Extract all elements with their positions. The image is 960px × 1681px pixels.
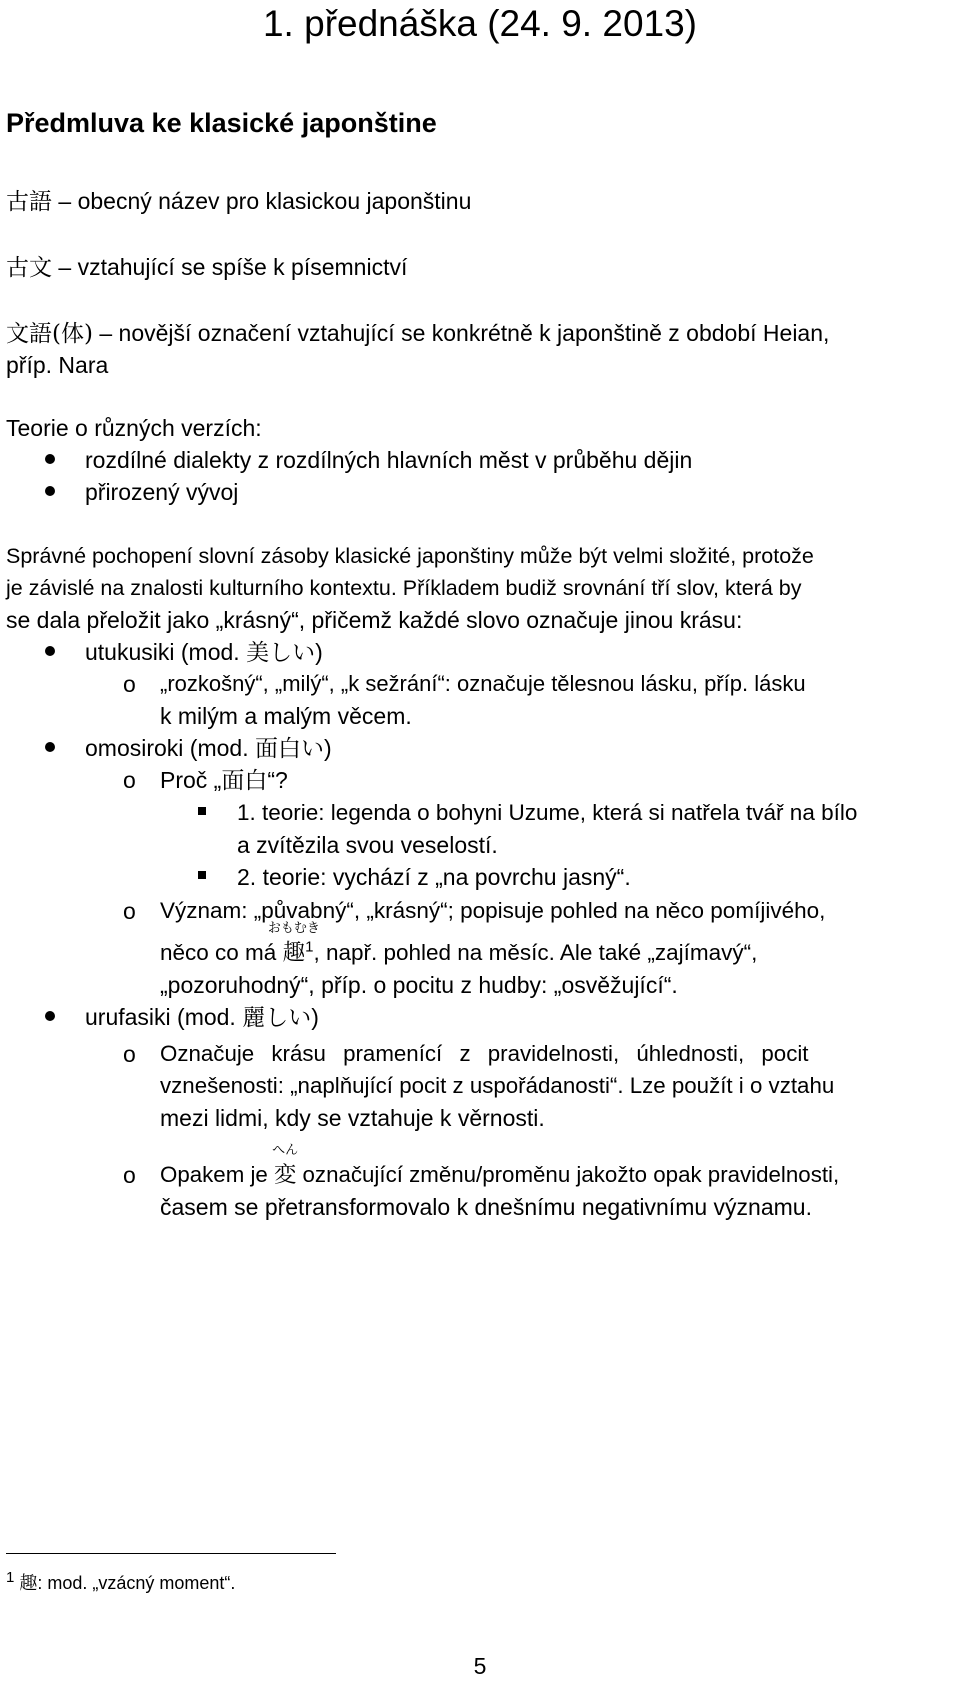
proc-kanji: 面白 (221, 768, 268, 794)
theory-one-line: a zvítězila svou veselostí. (237, 832, 498, 858)
page-title: 1. přednáška (24. 9. 2013) (262, 3, 697, 44)
term-text: – novější označení vztahující se konkrétně k japonštině z období Heian, (92, 320, 830, 346)
theory-item: přirozený vývoj (85, 479, 239, 505)
word-close: ) (311, 1004, 319, 1030)
footnote-separator (6, 1553, 336, 1554)
word-label: utukusiki (mod. (85, 639, 247, 665)
word-utukusiki (85, 637, 323, 668)
theory-item: rozdílné dialekty z rozdílných hlavních měst v průběhu dějin (85, 447, 693, 473)
sub-bullet-icon: o (123, 767, 136, 793)
word-omosiroki (85, 733, 332, 764)
paragraph-line: Správné pochopení slovní zásoby klasické japonštiny může být velmi složité, protože (6, 544, 814, 568)
footnote (6, 1571, 235, 1596)
paragraph-line: se dala přeložit jako „krásný“, přičemž každé slovo označuje jinou krásu: (6, 607, 743, 633)
footnote-text: : mod. „vzácný moment“. (37, 1573, 236, 1593)
vyznam-line: „pozoruhodný“, příp. o pocitu z hudby: „osvěžující“. (160, 972, 678, 998)
word-urufasiki (85, 1002, 319, 1033)
term-bungo-cont: příp. Nara (6, 352, 109, 378)
ruby-kanji (267, 921, 320, 968)
page-number: 5 (473, 1653, 487, 1679)
sub-bullet-icon: o (123, 898, 136, 924)
w1-meaning-line: „rozkošný“, „milý“, „k sežrání“: označuje tělesnou lásku, příp. lásku (160, 671, 806, 696)
word-close: ) (315, 639, 323, 665)
bullet-icon (45, 646, 55, 656)
word-kanji: 麗しい (242, 1005, 312, 1031)
ruby-kanji (272, 1143, 299, 1190)
term-kobun (6, 252, 407, 283)
opakem-line: časem se přetransformovalo k dnešnímu negativnímu významu. (160, 1194, 812, 1220)
opakem-line (160, 1143, 840, 1190)
sub-bullet-icon: o (123, 1041, 136, 1067)
word-label: omosiroki (mod. (85, 735, 255, 761)
vyznam-line: Význam: „půvabný“, „krásný“; popisuje pohled na něco pomíjivého, (160, 898, 826, 923)
sub-bullet-icon: o (123, 1162, 136, 1188)
opakem-text: Opakem je (160, 1162, 275, 1187)
theory-one-line: 1. teorie: legenda o bohyni Uzume, která si natřela tvář na bílo (237, 800, 858, 825)
square-bullet-icon (198, 807, 206, 815)
term-kogo (6, 186, 471, 217)
footnote-number: 1 (6, 1569, 15, 1586)
ruby-reading: おもむき (267, 921, 320, 936)
vyznam-line (160, 921, 758, 968)
oznacuje-line: vznešenosti: „naplňující pocit z uspořádanosti“. Lze použít i o vztahu (160, 1073, 835, 1098)
proc-question (160, 765, 288, 796)
kanji: 趣 (282, 940, 306, 966)
word-kanji: 美しい (246, 640, 316, 666)
vyznam-text: , např. pohled na měsíc. Ale také „zajímavý“, (313, 940, 758, 965)
bullet-icon (45, 1011, 55, 1021)
term-kanji: 古文 (6, 255, 52, 281)
proc-text: “? (267, 767, 288, 793)
term-kanji: 古語 (6, 189, 52, 215)
word-label: urufasiki (mod. (85, 1004, 243, 1030)
footnote-ref[interactable]: 1 (305, 938, 314, 956)
paragraph-line: je závislé na znalosti kulturního kontextu. Příkladem budiž srovnání tří slov, která by (6, 576, 802, 600)
term-kanji: 文語(体) (6, 321, 93, 347)
term-text: – vztahující se spíše k písemnictví (52, 254, 408, 280)
vyznam-text: něco co má (160, 940, 283, 965)
theory-two: 2. teorie: vychází z „na povrchu jasný“. (237, 864, 631, 890)
term-text: – obecný název pro klasickou japonštinu (52, 188, 472, 214)
oznacuje-line: Označuje krásu pramenící z pravidelnosti, úhlednosti, pocit (160, 1041, 809, 1066)
theories-label: Teorie o různých verzích: (6, 415, 262, 441)
oznacuje-line: mezi lidmi, kdy se vztahuje k věrnosti. (160, 1105, 545, 1131)
proc-text: Proč „ (160, 767, 222, 793)
section-heading: Předmluva ke klasické japonštine (6, 108, 437, 138)
kanji: 変 (274, 1162, 297, 1188)
bullet-icon (45, 486, 55, 496)
opakem-text: označující změnu/proměnu jakožto opak pravidelnosti, (296, 1162, 840, 1187)
bullet-icon (45, 742, 55, 752)
sub-bullet-icon: o (123, 671, 136, 697)
square-bullet-icon (198, 871, 206, 879)
term-bungo (6, 318, 829, 349)
bullet-icon (45, 454, 55, 464)
w1-meaning-line: k milým a malým věcem. (160, 703, 412, 729)
word-kanji: 面白い (254, 736, 324, 762)
word-close: ) (323, 735, 332, 761)
ruby-reading: へん (272, 1143, 299, 1158)
footnote-kanji: 趣 (19, 1573, 38, 1594)
